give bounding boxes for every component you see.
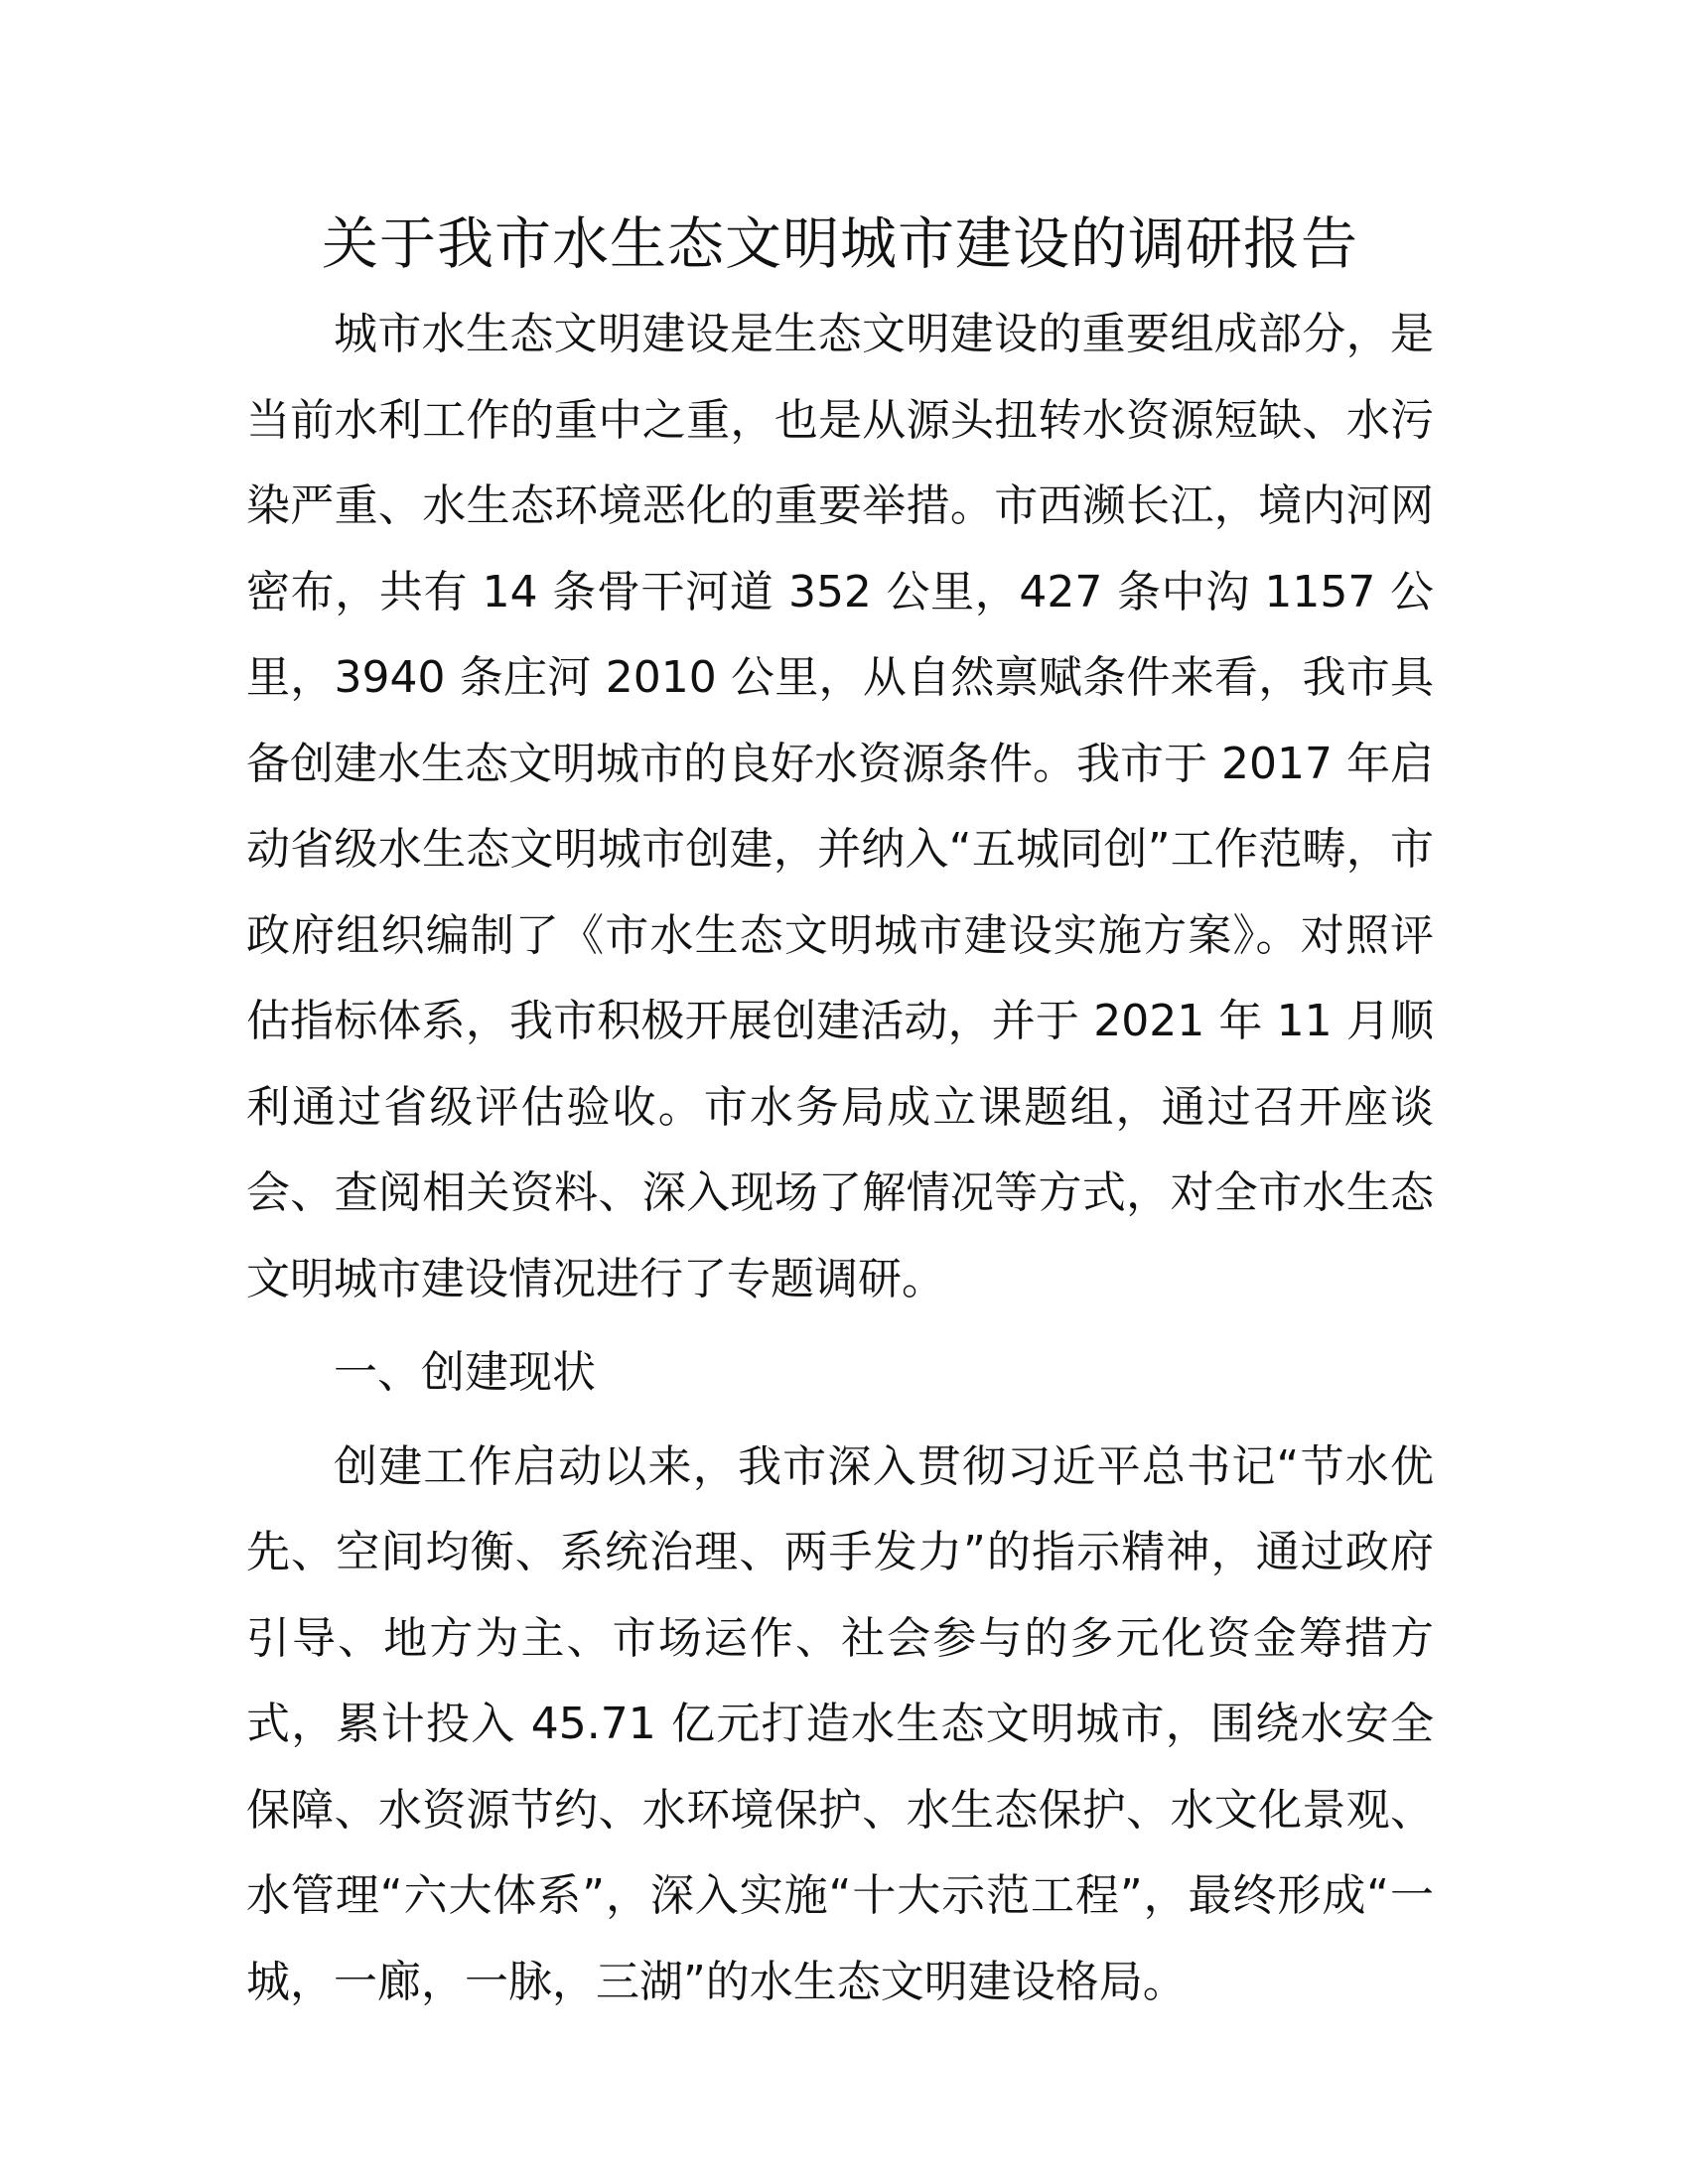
intro-paragraph: 城市水生态文明建设是生态文明建设的重要组成部分，是当前水利工作的重中之重，也是从源头扭转水资源短缺、水污染严重、水生态环境恶化的重要举措。市西濒长江，境内河网密布，共有 14 条骨干河道 352 公里，427 条中沟 1157 公里，3940 条庄河 2010 公里，从自然禀赋条件来看，我市具备创建水生态文明城市的良好水资源条件。我市于 2017 年启动省级水生态文明城市创建，并纳入“五城同创”工作范畴，市政府组织编制了《市水生态文明城市建设实施方案》。对照评估指标体系，我市积极开展创建活动，并于 2021 年 11 月顺利通过省级评估验收。市水务局成立课题组，通过召开座谈会、查阅相关资料、深入现场了解情况等方式，对全市水生态文明城市建设情况进行了专题调研。: [246, 309, 1434, 1304]
document-body: [246, 197, 1434, 2025]
document-title: 关于我市水生态文明城市建设的调研报告: [322, 211, 1358, 277]
section-status-paragraph: 创建工作启动以来，我市深入贯彻习近平总书记“节水优先、空间均衡、系统治理、两手发力”的指示精神，通过政府引导、地方为主、市场运作、社会参与的多元化资金筹措方式，累计投入 45.71 亿元打造水生态文明城市，围绕水安全保障、水资源节约、水环境保护、水生态保护、水文化景观、水管理“六大体系”，深入实施“十大示范工程”，最终形成“一城，一廊，一脉，三湖”的水生态文明建设格局。: [246, 1440, 1434, 2007]
section-heading-status: 一、创建现状: [334, 1347, 596, 1398]
